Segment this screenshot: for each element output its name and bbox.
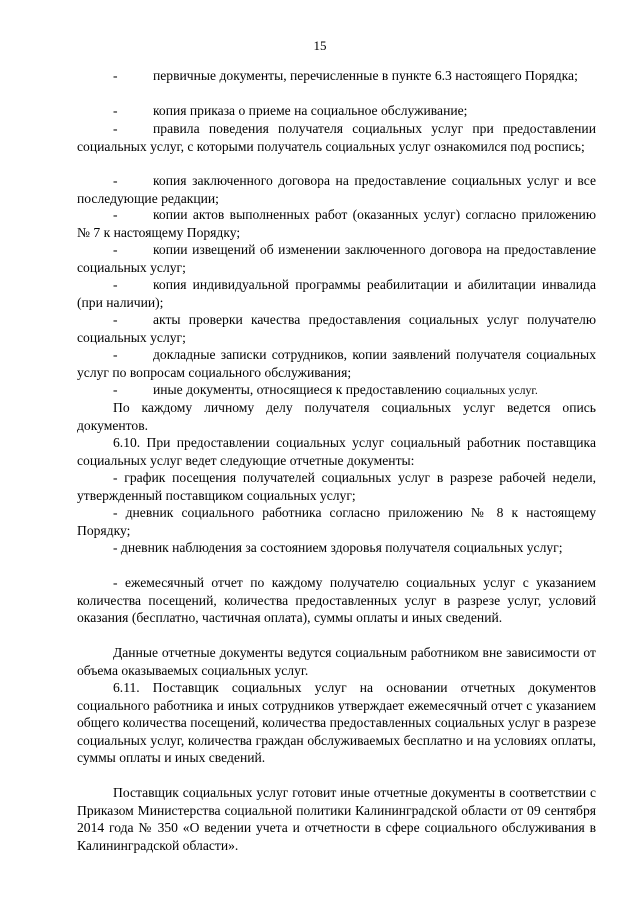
dash-marker: - [113, 312, 118, 327]
report-item: - ежемесячный отчет по каждому получателю социальных услуг с указанием количества посещений, количества предоставленных услуг в разрезе услуг, условий оказания (бесплатно, частичная оплата), суммы оплаты и иных сведений. [77, 575, 596, 626]
dash-marker: - [113, 68, 118, 83]
list-item [77, 241, 596, 276]
dash-marker: - [113, 347, 118, 362]
paragraph-6-11: 6.11. Поставщик социальных услуг на основании отчетных документов социального работника и иных сотрудников утверждает ежемесячный отчет с указанием общего количества посещений, количества предоставленных социальных услуг в разрезе социальных услуг, количества граждан обслуживаемых бесплатно и на условиях оплаты, суммы оплаты и иных сведений. [77, 680, 596, 766]
list-item-text: копия приказа о приеме на социальное обслуживание; [153, 103, 468, 118]
dash-marker: - [113, 103, 118, 118]
list-item [77, 67, 596, 85]
list-item-text: копии извещений об изменении заключенного договора на предоставление социальных услуг; [77, 242, 596, 275]
paragraph-final: Поставщик социальных услуг готовит иные отчетные документы в соответствии с Приказом Министерства социальной политики Калининградской области от 09 сентября 2014 года № 350 «О ведении учета и отчетности в сфере социального обслуживания в Калининградской области». [77, 785, 596, 853]
list-item [77, 346, 596, 381]
paragraph-data: Данные отчетные документы ведутся социальным работником вне зависимости от объема оказываемых социальных услуг. [77, 645, 596, 678]
paragraph-6-10: 6.10. При предоставлении социальных услуг социальный работник поставщика социальных услуг ведет следующие отчетные документы: [77, 435, 596, 468]
dash-marker: - [113, 277, 118, 292]
list-item-text: копии актов выполненных работ (оказанных услуг) согласно приложению № 7 к настоящему Порядку; [77, 207, 596, 240]
list-item-text: копия заключенного договора на предоставление социальных услуг и все последующие редакции; [77, 173, 596, 206]
list-item [77, 172, 596, 207]
report-item: - дневник социального работника согласно приложению № 8 к настоящему Порядку; [77, 505, 596, 538]
list-item-text-small: социальных услуг. [445, 383, 538, 397]
list-item [77, 276, 596, 311]
list-item [77, 206, 596, 241]
report-item: - дневник наблюдения за состоянием здоровья получателя социальных услуг; [113, 540, 563, 555]
list-item [77, 120, 596, 155]
list-item-text: иные документы, относящиеся к предоставлению [153, 382, 446, 397]
dash-marker: - [113, 242, 118, 257]
dash-marker: - [113, 382, 118, 397]
report-item: - график посещения получателей социальных услуг в разрезе рабочей недели, утвержденный поставщиком социальных услуг; [77, 470, 596, 503]
list-item [77, 102, 596, 120]
list-item-text: копия индивидуальной программы реабилитации и абилитации инвалида (при наличии); [77, 277, 596, 310]
list-item-text: докладные записки сотрудников, копии заявлений получателя социальных услуг по вопросам социального обслуживания; [77, 347, 596, 380]
list-item [77, 381, 596, 400]
dash-marker: - [113, 173, 118, 188]
page-number: 15 [313, 38, 327, 53]
paragraph-opis: По каждому личному делу получателя социальных услуг ведется опись документов. [77, 400, 596, 433]
dash-marker: - [113, 207, 118, 222]
list-item-text: акты проверки качества предоставления социальных услуг получателю социальных услуг; [77, 312, 596, 345]
list-item-text: первичные документы, перечисленные в пункте 6.3 настоящего Порядка; [153, 68, 578, 83]
list-item-text: правила поведения получателя социальных услуг при предоставлении социальных услуг, с которыми получатель социальных услуг ознакомился под роспись; [77, 121, 596, 154]
dash-marker: - [113, 121, 118, 136]
list-item [77, 311, 596, 346]
